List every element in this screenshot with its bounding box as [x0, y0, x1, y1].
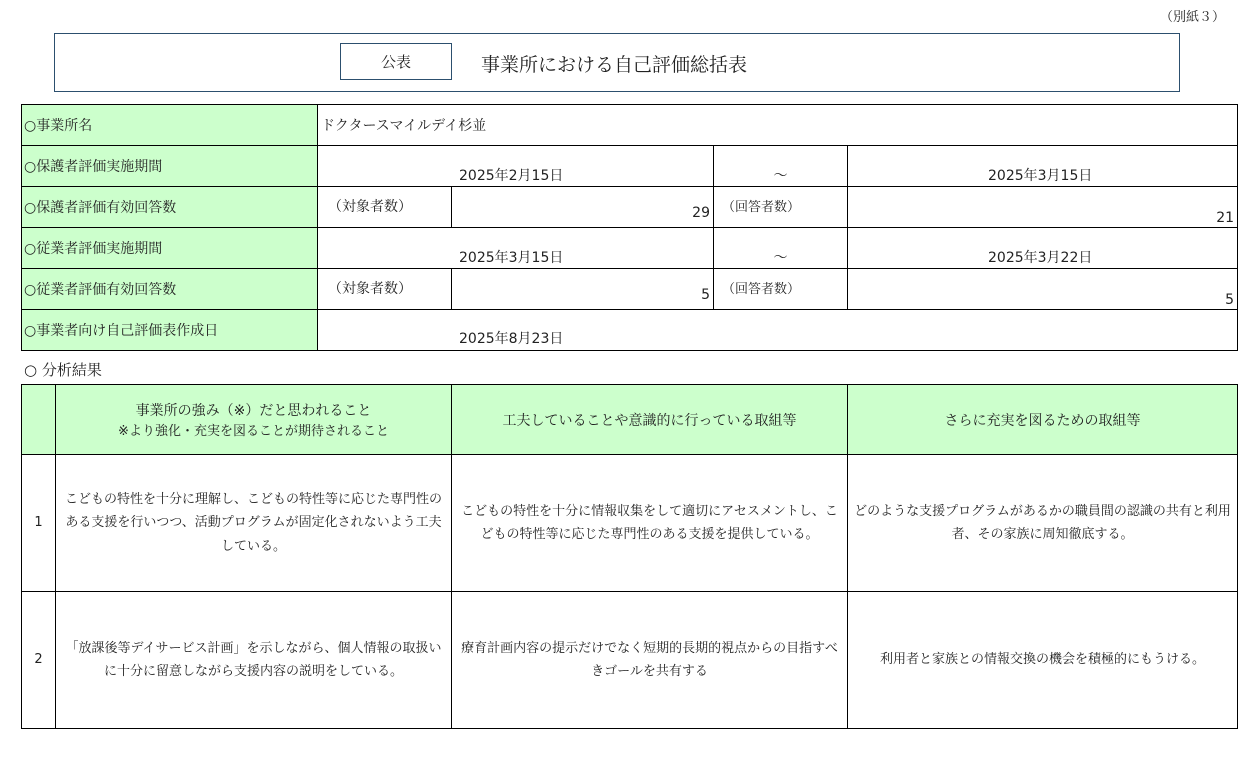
- analysis-row-number: 1: [22, 455, 56, 592]
- analysis-row-improve: どのような支援プログラムがあるかの職員間の認識の共有と利用者、その家族に周知徹底する。: [848, 455, 1238, 592]
- staff-period-separator: ～: [714, 228, 848, 269]
- staff-target-label: （対象者数）: [318, 269, 452, 310]
- guardian-response-label: （回答者数）: [714, 187, 848, 228]
- analysis-header-efforts: 工夫していることや意識的に行っている取組等: [452, 385, 848, 455]
- strength-header-label: 事業所の強み（※）だと思われること: [135, 403, 372, 419]
- created-date-value: 2025年8月23日: [318, 310, 1238, 351]
- analysis-row: [22, 455, 1238, 592]
- appendix-label: （別紙３）: [1159, 10, 1225, 25]
- analysis-row-efforts: こどもの特性を十分に情報収集をして適切にアセスメントし、こどもの特性等に応じた専門性のある支援を提供している。: [452, 455, 848, 592]
- analysis-row-strength: 「放課後等デイサービス計画」を示しながら、個人情報の取扱いに十分に留意しながら支援内容の説明をしている。: [56, 592, 452, 729]
- staff-response-count: 5: [848, 269, 1238, 310]
- analysis-row-improve: 利用者と家族との情報交換の機会を積極的にもうける。: [848, 592, 1238, 729]
- page-title: 事業所における自己評価総括表: [481, 54, 748, 76]
- staff-target-count: 5: [452, 269, 714, 310]
- analysis-row-number: 2: [22, 592, 56, 729]
- public-badge: 公表: [340, 43, 452, 80]
- staff-period-end: 2025年3月22日: [848, 228, 1238, 269]
- office-info-table: [21, 104, 1238, 351]
- guardian-target-label: （対象者数）: [318, 187, 452, 228]
- staff-valid-label: ○従業者評価有効回答数: [22, 269, 318, 310]
- office-name-value: ドクタースマイルデイ杉並: [318, 105, 1238, 146]
- guardian-valid-label: ○保護者評価有効回答数: [22, 187, 318, 228]
- analysis-header-row: [22, 385, 1238, 455]
- title-box: [54, 33, 1180, 92]
- staff-valid-row: [22, 269, 1238, 310]
- guardian-period-label: ○保護者評価実施期間: [22, 146, 318, 187]
- guardian-period-row: [22, 146, 1238, 187]
- analysis-header-improve: さらに充実を図るための取組等: [848, 385, 1238, 455]
- analysis-row-strength: こどもの特性を十分に理解し、こどもの特性等に応じた専門性のある支援を行いつつ、活動プログラムが固定化されないよう工夫している。: [56, 455, 452, 592]
- analysis-header-index: [22, 385, 56, 455]
- strength-header-note: ※より強化・充実を図ることが期待されること: [118, 424, 389, 439]
- created-date-label: ○事業者向け自己評価表作成日: [22, 310, 318, 351]
- guardian-period-end: 2025年3月15日: [848, 146, 1238, 187]
- guardian-response-count: 21: [848, 187, 1238, 228]
- office-name-row: [22, 105, 1238, 146]
- created-date-row: [22, 310, 1238, 351]
- staff-period-label: ○従業者評価実施期間: [22, 228, 318, 269]
- analysis-row: [22, 592, 1238, 729]
- analysis-table: [21, 384, 1238, 729]
- staff-period-row: [22, 228, 1238, 269]
- office-name-label: ○事業所名: [22, 105, 318, 146]
- staff-period-start: 2025年3月15日: [318, 228, 714, 269]
- guardian-period-separator: ～: [714, 146, 848, 187]
- analysis-header-strength: [56, 385, 452, 455]
- guardian-target-count: 29: [452, 187, 714, 228]
- guardian-period-start: 2025年2月15日: [318, 146, 714, 187]
- analysis-row-efforts: 療育計画内容の提示だけでなく短期的長期的視点からの目指すべきゴールを共有する: [452, 592, 848, 729]
- staff-response-label: （回答者数）: [714, 269, 848, 310]
- guardian-valid-row: [22, 187, 1238, 228]
- analysis-section-title: ○ 分析結果: [24, 361, 102, 379]
